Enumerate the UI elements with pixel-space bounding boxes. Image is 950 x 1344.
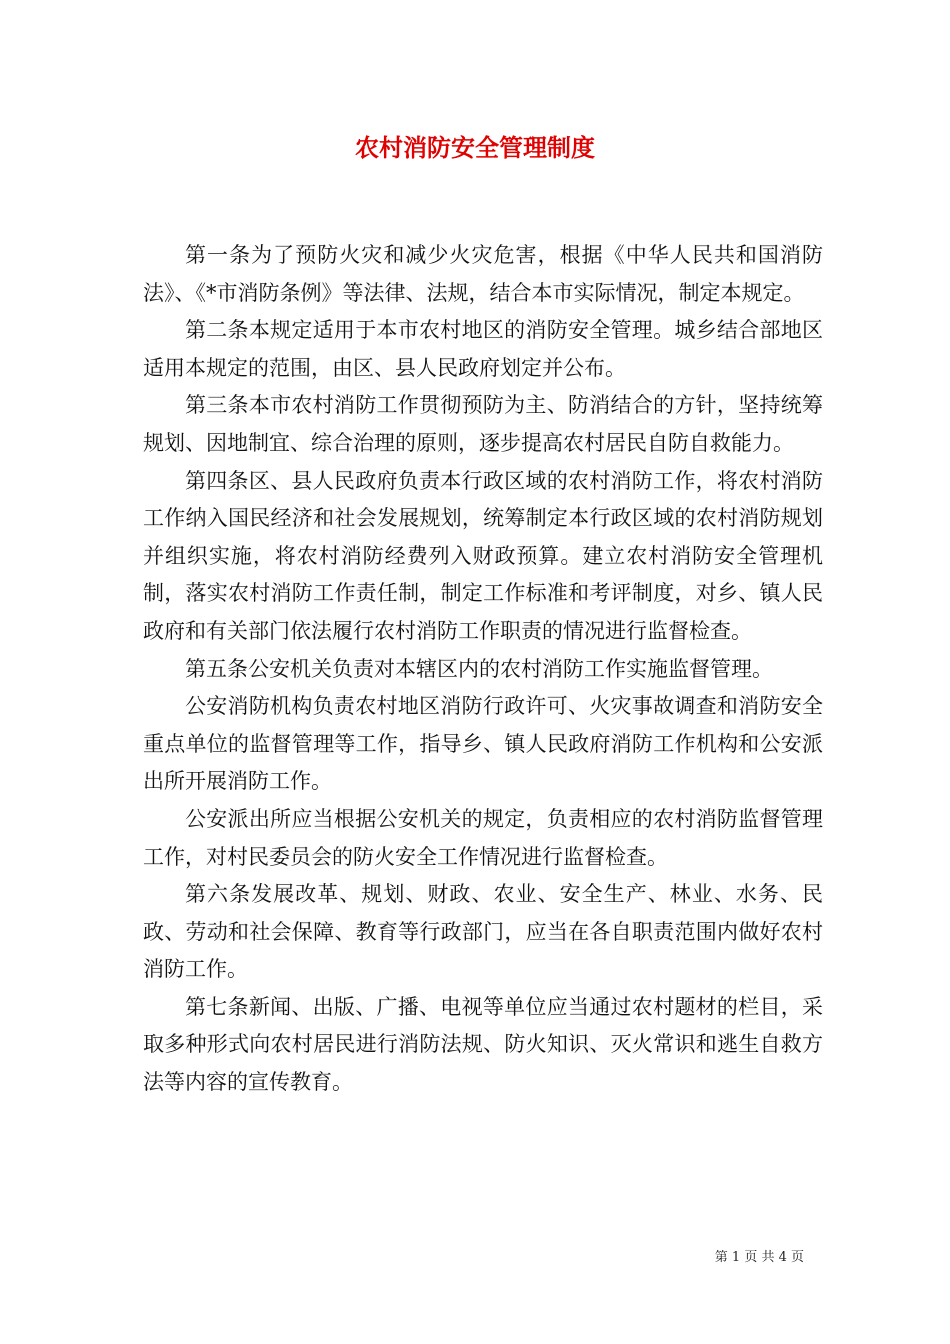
paragraph-article-5-fire-agency: 公安消防机构负责农村地区消防行政许可、火灾事故调查和消防安全重点单位的监督管理等工作，指导乡、镇人民政府消防工作机构和公安派出所开展消防工作。: [143, 694, 823, 794]
document-title: 农村消防安全管理制度: [355, 133, 595, 162]
paragraph-article-5: 第五条公安机关负责对本辖区内的农村消防工作实施监督管理。: [185, 656, 773, 681]
paragraph-article-2: 第二条本规定适用于本市农村地区的消防安全管理。城乡结合部地区适用本规定的范围，由区、县人民政府划定并公布。: [143, 318, 823, 380]
paragraph-article-4: 第四条区、县人民政府负责本行政区域的农村消防工作，将农村消防工作纳入国民经济和社会发展规划，统筹制定本行政区域的农村消防规划并组织实施，将农村消防经费列入财政预算。建立农村消防安全管理机制，落实农村消防工作责任制，制定工作标准和考评制度，对乡、镇人民政府和有关部门依法履行农村消防工作职责的情况进行监督检查。: [143, 468, 823, 643]
paragraph-article-6: 第六条发展改革、规划、财政、农业、安全生产、林业、水务、民政、劳动和社会保障、教育等行政部门，应当在各自职责范围内做好农村消防工作。: [143, 882, 823, 982]
page-number-footer: 第 1 页 共 4 页: [714, 1250, 804, 1265]
paragraph-article-5-police-station: 公安派出所应当根据公安机关的规定，负责相应的农村消防监督管理工作，对村民委员会的防火安全工作情况进行监督检查。: [143, 806, 823, 869]
paragraph-article-7: 第七条新闻、出版、广播、电视等单位应当通过农村题材的栏目，采取多种形式向农村居民进行消防法规、防火知识、灭火常识和逃生自救方法等内容的宣传教育。: [143, 994, 823, 1095]
paragraph-article-1: 第一条为了预防火灾和减少火灾危害，根据《中华人民共和国消防法》、《*市消防条例》等法律、法规，结合本市实际情况，制定本规定。: [143, 243, 823, 305]
paragraph-article-3: 第三条本市农村消防工作贯彻预防为主、防消结合的方针，坚持统筹规划、因地制宜、综合治理的原则，逐步提高农村居民自防自救能力。: [143, 393, 823, 455]
document-body: [143, 237, 823, 1102]
